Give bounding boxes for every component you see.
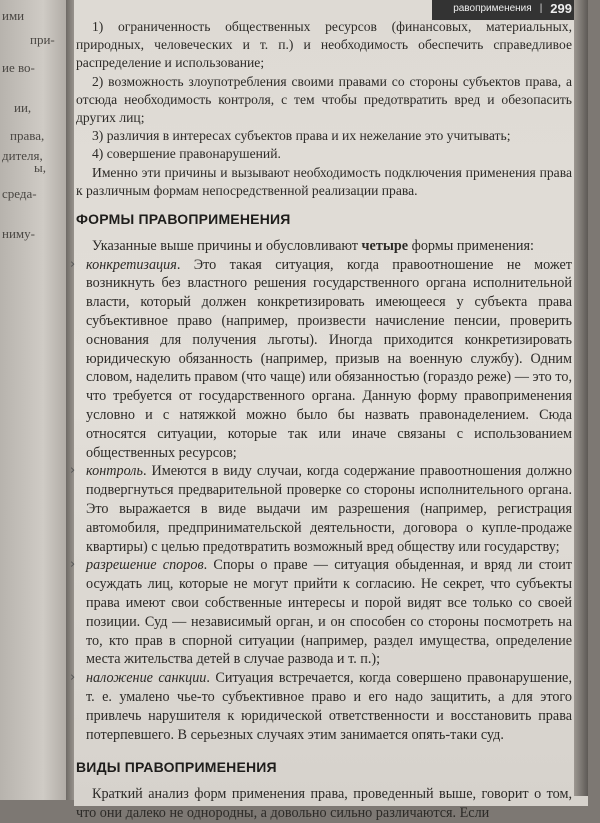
forms-lead-end: формы применения: xyxy=(408,237,534,254)
left-page-edge xyxy=(0,0,72,800)
bullet-icon: › xyxy=(70,256,76,272)
list-item: 4) совершение правонарушений. xyxy=(92,146,281,162)
bullet-icon: › xyxy=(70,670,76,686)
page-stack-edge xyxy=(574,0,588,796)
causes-list xyxy=(76,18,572,164)
form-term: наложение санкции xyxy=(86,670,207,687)
form-term: контроль xyxy=(86,463,143,480)
bullet-icon: › xyxy=(70,557,76,573)
kinds-paragraph: Краткий анализ форм применения права, проведенный выше, говорит о том, что они далеко не однородны, а довольно сильно различаются. Если xyxy=(76,786,572,821)
form-text: . Это такая ситуация, когда правоотношение не может возникнуть без властного решения государственного органа исполнительной власти, который должен конкретизировать имеющееся у субъекта права субъективное право (например, произвести начисление пенсии, проверить основания для получения льготы). Иногда приходится конкретизировать юридическую обязанность (например, призыв на военную службу). Одним словом, наделить правом (что чаще) или обязанностью (гораздо реже) — это то, что требуется от государственного органа. Данную форму правоприменения условно и с натяжкой можно было бы назвать правонаделением. Сюда относятся ситуации, которые так или иначе связаны с использованием общественных ресурсов; xyxy=(86,256,572,461)
forms-lead xyxy=(76,237,572,256)
left-page-fragment: ниму- xyxy=(2,226,35,241)
section-heading-kinds: ВИДЫ ПРАВОПРИМЕНЕНИЯ xyxy=(76,759,277,776)
intro-paragraph: Именно эти причины и вызывают необходимость подключения применения права к различным формам непосредственной реализации права. xyxy=(76,164,572,198)
header-section-title: равоприменения xyxy=(453,2,532,14)
left-page-fragment: ие во- xyxy=(2,60,35,75)
form-text: . Ситуация встречается, когда совершено правонарушение, т. е. умалено чье-то субъективное право и его надо защитить, а для этого привлечь нарушителя к юридической ответственности и восстановить права потерпевшего. В серьезных случаях этим занимается опять-таки суд. xyxy=(86,670,573,743)
forms-lead-text: Указанные выше причины и обусловливают xyxy=(92,237,362,254)
left-page-fragment: при- xyxy=(30,32,55,47)
form-text: . Споры о праве — ситуация обыденная, и вряд ли стоит осуждать лиц, которые не могут прийти к согласию. Не секрет, что субъекты права имеют свои собственные интересы и порой видят все только со своей позиции. Суд — независимый орган, и он способен со стороны посмотреть на то, кто прав в спорной ситуации (например, раздел имущества, определение места жительства детей в случае развода и т. п.); xyxy=(86,557,572,668)
form-item xyxy=(70,669,573,744)
running-header xyxy=(432,0,582,20)
left-page-fragment: среда- xyxy=(2,186,37,201)
form-item xyxy=(70,256,572,463)
form-item xyxy=(70,556,572,669)
forms-count: четыре xyxy=(361,237,409,254)
form-text: . Имеются в виду случаи, когда содержание правоотношения должно подвергнуться предварительной проверке со стороны исполнительного органа. Это выражается в виде выдачи им разрешения (например, регистрация автомобиля, предпринимательской деятельности, договора о купле-продаже квартиры) с целью предотвратить возможный вред обществу или государству; xyxy=(86,463,572,555)
bullet-icon: › xyxy=(70,463,76,479)
header-separator: | xyxy=(539,2,543,14)
page-content xyxy=(70,18,573,823)
section-heading-forms: ФОРМЫ ПРАВОПРИМЕНЕНИЯ xyxy=(76,211,291,228)
left-page-fragment: ии, xyxy=(14,100,32,115)
form-item xyxy=(70,462,572,556)
list-item: 1) ограниченность общественных ресурсов (финансовых, материальных, природных, человеческих и т. п.) и необходимость обеспечить справедливое распределение и использование; xyxy=(76,19,572,71)
left-page-fragment: ы, xyxy=(34,160,46,175)
form-term: конкретизация xyxy=(86,256,177,273)
left-page-fragment: ими xyxy=(2,8,25,23)
list-item: 3) различия в интересах субъектов права и их нежелание это учитывать; xyxy=(92,128,511,144)
left-page-fragment: дителя, xyxy=(2,148,43,163)
page-number: 299 xyxy=(550,0,572,16)
form-term: разрешение споров xyxy=(86,557,204,574)
left-page-fragment: права, xyxy=(10,128,45,143)
list-item: 2) возможность злоупотребления своими правами со стороны субъектов права, а отсюда необходимость контроля, с тем чтобы предотвратить вред и обезопасить других лиц; xyxy=(76,73,572,126)
book-page xyxy=(70,0,588,821)
